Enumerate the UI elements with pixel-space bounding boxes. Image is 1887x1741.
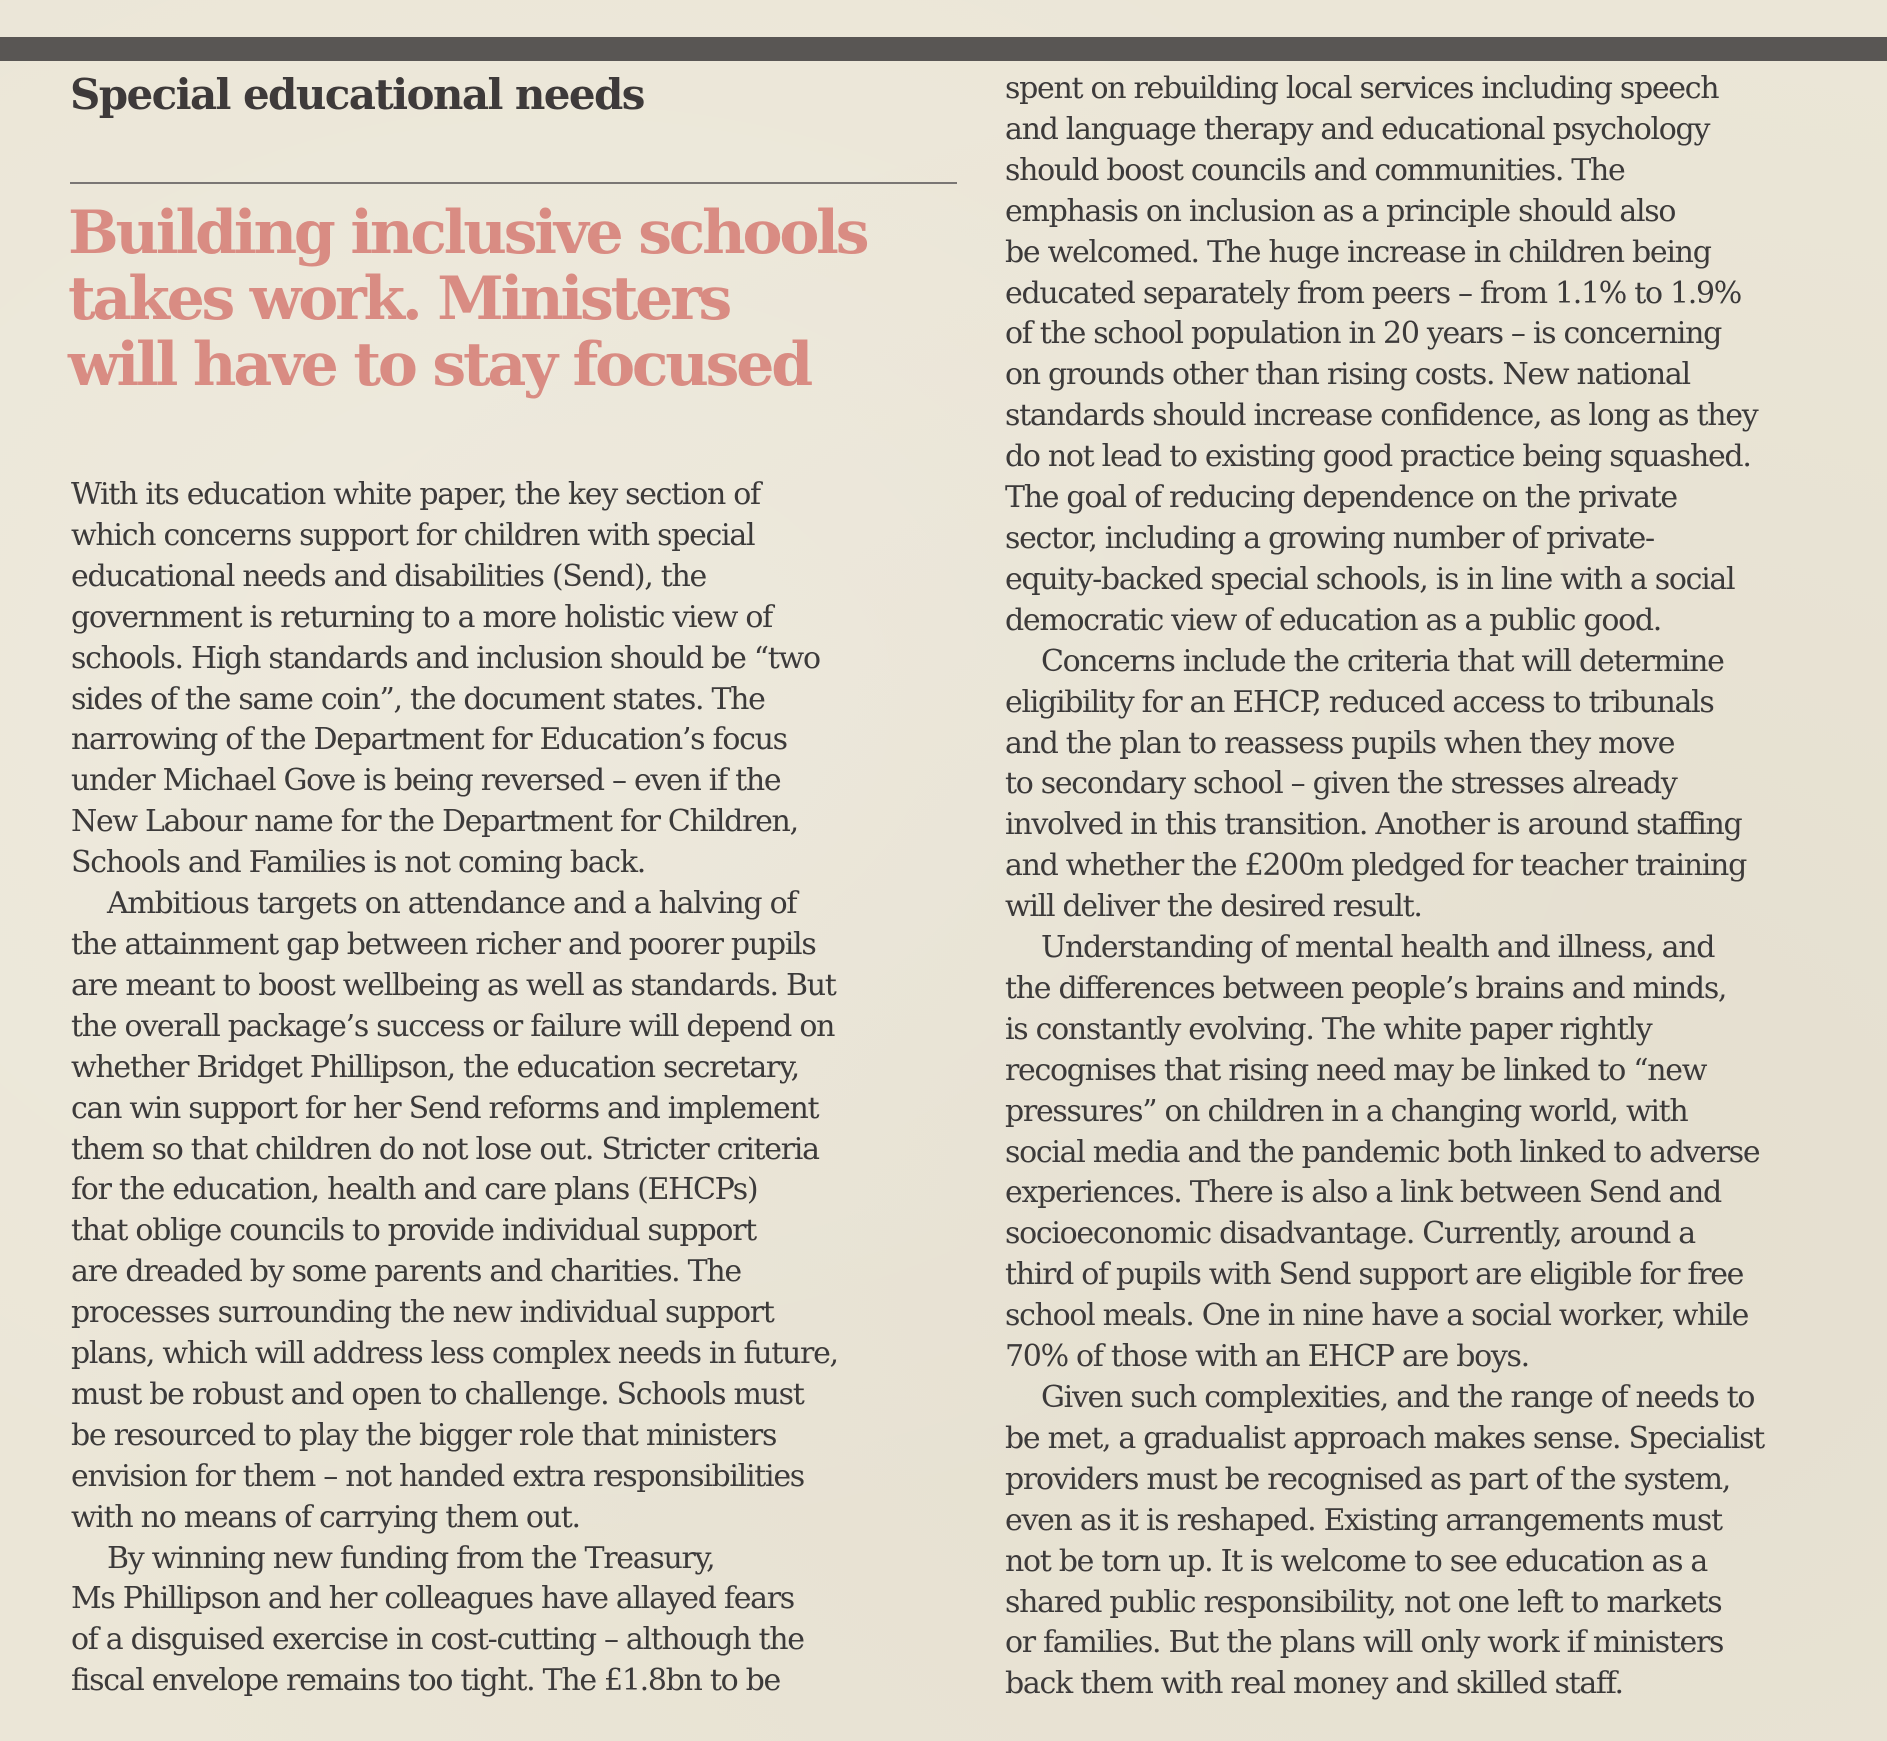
body-text-line: can win support for her Send reforms and implement — [71, 1090, 819, 1126]
body-text-line: must be robust and open to challenge. Schools must — [71, 1376, 804, 1412]
body-text-line: even as it is reshaped. Existing arrangements must — [1005, 1502, 1722, 1538]
body-text-line: and the plan to reassess pupils when they move — [1005, 725, 1675, 761]
body-text-line: be welcomed. The huge increase in children being — [1005, 234, 1711, 270]
body-text-line: recognises that rising need may be linked to “new — [1005, 1052, 1707, 1088]
body-text-line: them so that children do not lose out. Stricter criteria — [71, 1131, 819, 1167]
body-text-line: emphasis on inclusion as a principle should also — [1005, 193, 1676, 229]
top-rule — [0, 37, 1887, 61]
body-text-line: to secondary school – given the stresses already — [1005, 766, 1677, 802]
body-text-line: schools. High standards and inclusion should be “two — [71, 640, 820, 676]
body-text-line: and language therapy and educational psychology — [1005, 111, 1710, 147]
body-text-line: educational needs and disabilities (Send), the — [71, 558, 706, 594]
body-text-line: should boost councils and communities. The — [1005, 152, 1625, 188]
body-text-line: spent on rebuilding local services including speech — [1005, 71, 1719, 106]
body-text-line: will deliver the desired result. — [1005, 889, 1422, 925]
body-text-line: school meals. One in nine have a social worker, while — [1005, 1298, 1749, 1334]
body-text-line: With its education white paper, the key section of — [71, 477, 760, 512]
body-text-line: or families. But the plans will only work if ministers — [1005, 1625, 1724, 1661]
body-text-line: are dreaded by some parents and charities. The — [71, 1254, 741, 1290]
body-text-line: pressures” on children in a changing world, with — [1005, 1093, 1688, 1129]
body-text-line: under Michael Gove is being reversed – even if the — [71, 763, 781, 799]
body-text-line: which concerns support for children with special — [71, 517, 755, 553]
body-text-line: Understanding of mental health and illness, and — [1041, 930, 1715, 966]
body-column-right — [1005, 69, 1764, 1705]
headline-line: takes work. Ministers — [68, 264, 730, 334]
body-text-line: involved in this transition. Another is around staffing — [1005, 807, 1742, 843]
body-text-line: New Labour name for the Department for Children, — [71, 804, 798, 840]
body-text-line: By winning new funding from the Treasury, — [107, 1540, 715, 1576]
body-text-line: equity-backed special schools, is in line with a social — [1005, 561, 1735, 597]
body-text-line: fiscal envelope remains too tight. The £1.8bn to be — [71, 1663, 780, 1699]
body-text-line: Schools and Families is not coming back. — [71, 845, 645, 881]
body-text-line: standards should increase confidence, as long as they — [1005, 398, 1758, 434]
body-text-line: socioeconomic disadvantage. Currently, around a — [1005, 1216, 1695, 1252]
body-text-line: do not lead to existing good practice being squashed. — [1005, 439, 1751, 475]
body-text-line: processes surrounding the new individual support — [71, 1295, 774, 1331]
body-text-line: educated separately from peers – from 1.1% to 1.9% — [1005, 275, 1741, 311]
body-text-line: eligibility for an EHCP, reduced access to tribunals — [1005, 684, 1714, 720]
body-text-line: experiences. There is also a link between Send and — [1005, 1175, 1721, 1211]
body-text-line: that oblige councils to provide individual support — [71, 1213, 756, 1249]
body-text-line: Concerns include the criteria that will determine — [1041, 643, 1724, 679]
body-text-line: of a disguised exercise in cost-cutting – although the — [71, 1622, 804, 1658]
headline-line: will have to stay focused — [68, 330, 810, 400]
body-text-line: plans, which will address less complex needs in future, — [71, 1336, 838, 1372]
body-text-line: whether Bridget Phillipson, the education secretary, — [71, 1049, 799, 1085]
body-text-line: on grounds other than rising costs. New national — [1005, 357, 1690, 393]
body-text-line: for the education, health and care plans (EHCPs) — [71, 1172, 758, 1208]
body-text-line: Ms Phillipson and her colleagues have allayed fears — [71, 1581, 794, 1617]
body-text-line: back them with real money and skilled staff. — [1005, 1666, 1623, 1702]
kicker-divider — [70, 182, 957, 184]
body-text-line: providers must be recognised as part of the system, — [1005, 1461, 1731, 1497]
body-text-line: are meant to boost wellbeing as well as standards. But — [71, 967, 836, 1003]
body-text-line: narrowing of the Department for Education’s focus — [71, 722, 787, 758]
body-text-line: be resourced to play the bigger role that ministers — [71, 1417, 777, 1453]
body-text-line: the attainment gap between richer and poorer pupils — [71, 926, 816, 962]
body-text-line: Ambitious targets on attendance and a halving of — [107, 886, 797, 922]
body-text-line: not be torn up. It is welcome to see education as a — [1005, 1543, 1708, 1579]
body-text-line: of the school population in 20 years – is concerning — [1005, 316, 1721, 352]
body-text-line: sides of the same coin”, the document states. The — [71, 681, 765, 717]
body-text-line: third of pupils with Send support are eligible for free — [1005, 1257, 1744, 1293]
body-text-line: envision for them – not handed extra responsibilities — [71, 1458, 804, 1494]
body-text-line: be met, a gradualist approach makes sense. Specialist — [1005, 1420, 1764, 1456]
section-kicker: Special educational needs — [70, 70, 644, 119]
body-text-line: democratic view of education as a public good. — [1005, 602, 1661, 638]
body-text-line: is constantly evolving. The white paper rightly — [1005, 1011, 1652, 1047]
body-text-line: Given such complexities, and the range of needs to — [1041, 1380, 1755, 1415]
body-text-line: sector, including a growing number of private- — [1005, 520, 1654, 556]
body-text-line: with no means of carrying them out. — [71, 1499, 580, 1535]
body-text-line: 70% of those with an EHCP are boys. — [1005, 1339, 1529, 1375]
body-text-line: the differences between people’s brains and minds, — [1005, 970, 1727, 1006]
body-text-line: social media and the pandemic both linked to adverse — [1005, 1134, 1760, 1170]
body-text-line: shared public responsibility, not one left to markets — [1005, 1584, 1722, 1620]
headline — [68, 200, 968, 398]
body-text-line: the overall package’s success or failure will depend on — [71, 1008, 835, 1044]
body-text-line: The goal of reducing dependence on the private — [1005, 480, 1677, 516]
headline-line: Building inclusive schools — [68, 198, 867, 268]
body-column-left — [71, 475, 838, 1702]
body-text-line: and whether the £200m pledged for teacher training — [1005, 848, 1746, 884]
body-text-line: government is returning to a more holistic view of — [71, 599, 772, 635]
